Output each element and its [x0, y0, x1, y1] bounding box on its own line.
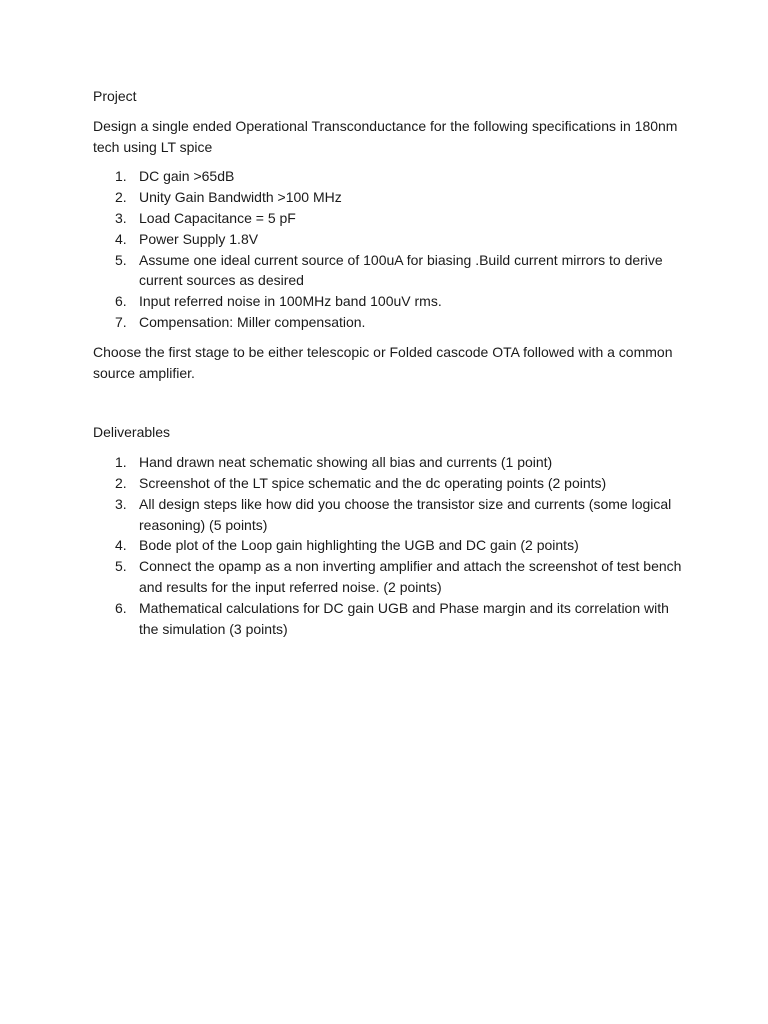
list-text: Power Supply 1.8V [139, 230, 259, 247]
list-text: All design steps like how did you choose the transistor size and currents (some logical reasoning) (5 points) [139, 495, 672, 533]
list-text: Compensation: Miller compensation. [139, 313, 366, 330]
list-number: 5. [115, 558, 127, 575]
deliverables-list [93, 452, 683, 639]
list-item [93, 452, 683, 473]
list-item [93, 598, 683, 640]
list-text: Bode plot of the Loop gain highlighting the UGB and DC gain (2 points) [139, 537, 579, 554]
list-number: 1. [115, 454, 127, 471]
list-number: 4. [115, 537, 127, 554]
list-item [93, 473, 683, 494]
list-item [93, 166, 683, 187]
list-item [93, 208, 683, 229]
list-number: 4. [115, 230, 127, 247]
list-number: 2. [115, 474, 127, 491]
project-heading: Project [93, 88, 137, 104]
list-number: 7. [115, 313, 127, 330]
list-text: Screenshot of the LT spice schematic and the dc operating points (2 points) [139, 474, 607, 491]
list-text: Mathematical calculations for DC gain UGB and Phase margin and its correlation with the simulation (3 points) [139, 599, 669, 637]
list-number: 6. [115, 293, 127, 310]
list-number: 2. [115, 189, 127, 206]
list-item [93, 312, 683, 333]
list-text: DC gain >65dB [139, 168, 235, 185]
list-item [93, 229, 683, 250]
list-number: 1. [115, 168, 127, 185]
list-number: 3. [115, 495, 127, 512]
list-item [93, 187, 683, 208]
list-number: 3. [115, 209, 127, 226]
list-number: 5. [115, 251, 127, 268]
list-item [93, 535, 683, 556]
list-item [93, 556, 683, 598]
list-item [93, 250, 683, 292]
list-item [93, 494, 683, 536]
list-text: Unity Gain Bandwidth >100 MHz [139, 189, 342, 206]
deliverables-heading: Deliverables [93, 424, 171, 441]
list-text: Assume one ideal current source of 100uA for biasing .Build current mirrors to derive current sources as desired [139, 251, 663, 289]
project-intro: Design a single ended Operational Transconductance for the following specifications in 180nm tech using LT spice [93, 117, 678, 155]
list-text: Input referred noise in 100MHz band 100uV rms. [139, 293, 442, 310]
list-text: Connect the opamp as a non inverting amplifier and attach the screenshot of test bench and results for the input referred noise. (2 points) [139, 558, 682, 595]
project-instruction: Choose the first stage to be either telescopic or Folded cascode OTA followed with a common source amplifier. [93, 343, 673, 381]
list-text: Hand drawn neat schematic showing all bias and currents (1 point) [139, 454, 553, 471]
list-number: 6. [115, 599, 127, 616]
list-text: Load Capacitance = 5 pF [139, 209, 296, 226]
list-item [93, 291, 683, 312]
spec-list [93, 166, 683, 332]
